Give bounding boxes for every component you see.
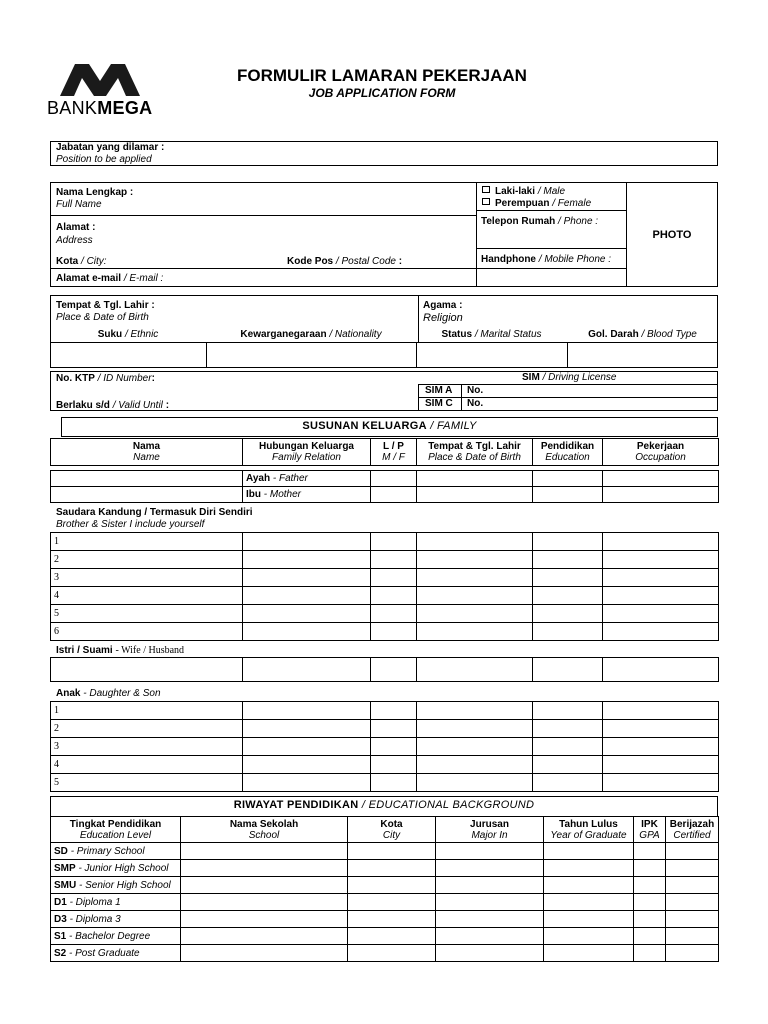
education-row-smu[interactable]: SMU - Senior High School [51,877,719,894]
siblings-label-en: Brother & Sister I include yourself [56,519,205,530]
sim-c-no-label: No. [467,398,484,409]
child-row[interactable]: 3 [51,738,719,756]
child-row[interactable]: 4 [51,756,719,774]
valid-until-label: Berlaku s/d / Valid Until : [56,400,170,411]
education-row-s2[interactable]: S2 - Post Graduate [51,945,719,962]
birth-place-label: Tempat & Tgl. Lahir : [56,300,155,311]
religion-label: Agama : [423,300,463,311]
family-mother-row[interactable]: Ibu - Mother [51,487,719,503]
education-row-s1[interactable]: S1 - Bachelor Degree [51,928,719,945]
sim-c-label: SIM C [425,398,453,409]
photo-placeholder[interactable]: PHOTO [652,229,692,241]
bank-mega-logo [44,60,153,118]
siblings-label: Saudara Kandung / Termasuk Diri Sendiri [56,507,253,518]
full-name-label-en: Full Name [56,199,102,210]
male-checkbox[interactable] [482,186,490,193]
sibling-row[interactable]: 4 [51,587,719,605]
position-label-en: Position to be applied [56,154,152,165]
marital-status-label: Status / Marital Status [441,329,542,340]
sim-a-label: SIM A [425,385,453,396]
address-label: Alamat : [56,222,96,233]
nationality-label: Kewarganegaraan / Nationality [240,329,382,340]
sibling-row[interactable]: 2 [51,551,719,569]
siblings-table [50,532,719,641]
family-heading: SUSUNAN KELUARGA / FAMILY [302,420,477,432]
blood-type-label: Gol. Darah / Blood Type [588,329,697,340]
education-header-row: Tingkat Pendidikan Education Level Nama Sekolah School Kota City Jurusan Major In Tahun Lulus Year of Graduate IPK GPA Berijazah Certified [51,817,719,843]
spouse-row[interactable] [51,658,719,682]
child-row[interactable]: 2 [51,720,719,738]
sim-a-no-label: No. [467,385,484,396]
spouse-label: Istri / Suami - Wife / Husband [56,645,185,656]
female-checkbox[interactable] [482,198,490,205]
driving-license-label: SIM / Driving License [522,372,617,383]
logo-text-bank: BANK [47,98,98,118]
family-parents-table [50,438,719,503]
ethnic-label: Suku / Ethnic [97,329,159,340]
sibling-row[interactable]: 6 [51,623,719,641]
education-row-sd[interactable]: SD - Primary School [51,843,719,860]
child-row[interactable]: 5 [51,774,719,792]
id-number-label: No. KTP / ID Number: [56,373,155,384]
postal-code-label: Kode Pos / Postal Code : [287,256,403,267]
child-row[interactable]: 1 [51,702,719,720]
children-label: Anak - Daughter & Son [56,688,161,699]
logo-text-mega: MEGA [97,98,153,118]
city-label: Kota / City: [56,256,107,267]
family-header-row: Nama Name Hubungan Keluarga Family Relation L / P M / F Tempat & Tgl. Lahir Place & Date of Birth Pendidikan Education Pekerjaan Occupation [51,439,719,466]
full-name-label: Nama Lengkap : [56,187,134,198]
education-heading: RIWAYAT PENDIDIKAN / EDUCATIONAL BACKGROUND [233,799,535,811]
sibling-row[interactable]: 1 [51,533,719,551]
personal-info-box [50,182,718,287]
address-label-en: Address [56,235,93,246]
religion-label-en: Religion [423,312,463,324]
children-table [50,701,719,792]
email-label: Alamat e-mail / E-mail : [56,273,164,284]
mobile-phone-label: Handphone / Mobile Phone : [481,254,612,265]
home-phone-label: Telepon Rumah / Phone : [481,216,599,227]
education-row-d3[interactable]: D3 - Diploma 3 [51,911,719,928]
spouse-table [50,657,719,682]
gender-male-option[interactable]: Laki-laki / Male [482,186,565,198]
bank-mega-logo-mark-icon [44,60,148,98]
education-row-d1[interactable]: D1 - Diploma 1 [51,894,719,911]
gender-female-option[interactable]: Perempuan / Female [482,198,591,210]
page-title: FORMULIR LAMARAN PEKERJAAN [237,66,527,85]
sibling-row[interactable]: 3 [51,569,719,587]
family-father-row[interactable]: Ayah - Father [51,471,719,487]
sibling-row[interactable]: 5 [51,605,719,623]
education-row-smp[interactable]: SMP - Junior High School [51,860,719,877]
position-label: Jabatan yang dilamar : [56,142,165,153]
birth-place-label-en: Place & Date of Birth [56,312,149,323]
education-table [50,816,719,962]
page-subtitle: JOB APPLICATION FORM [308,86,456,100]
